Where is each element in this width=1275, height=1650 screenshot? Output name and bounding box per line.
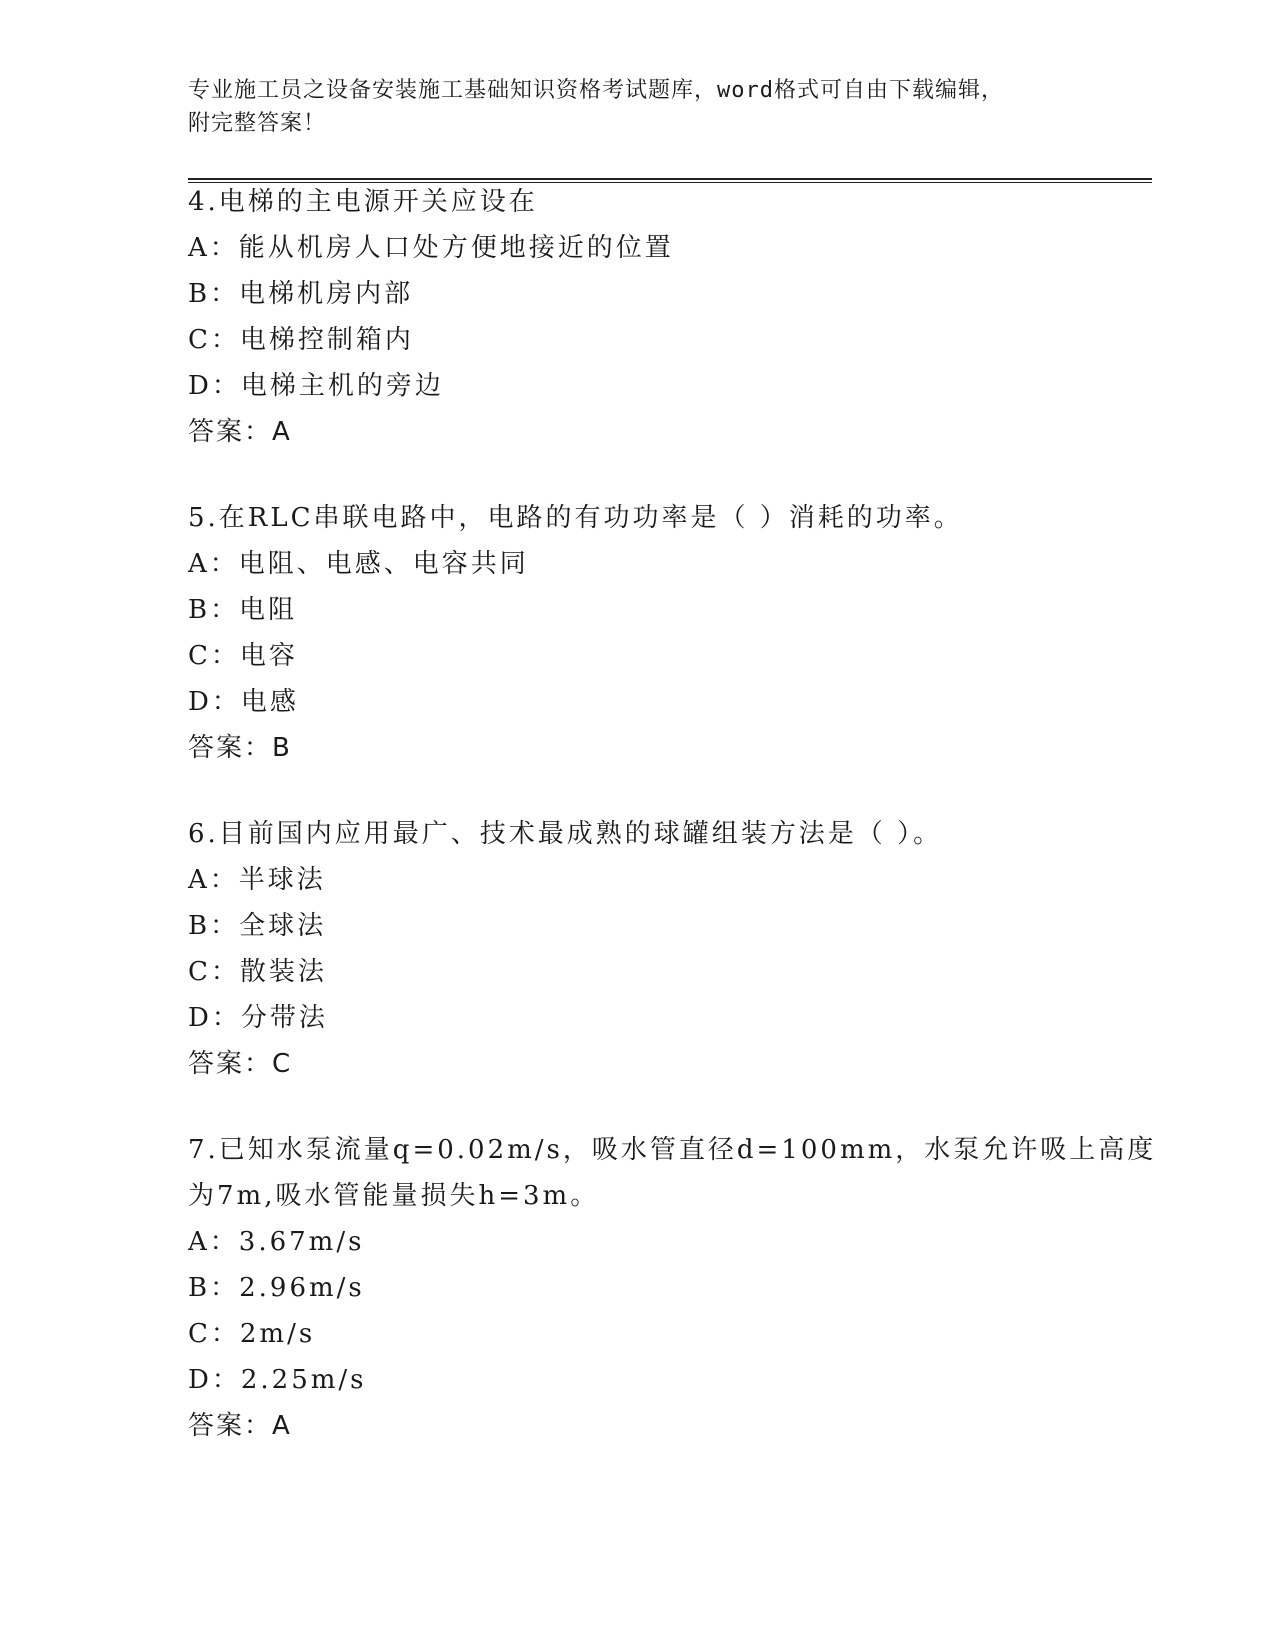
option-d: D：电梯主机的旁边	[188, 371, 444, 401]
question-stem: 6.目前国内应用最广、技术最成熟的球罐组装方法是（ ）。	[188, 819, 943, 849]
option-c: C：电容	[188, 641, 298, 671]
option-a: A：半球法	[188, 865, 326, 895]
answer-line: 答案：B	[188, 733, 292, 763]
answer-line: 答案：C	[188, 1049, 293, 1079]
question-4	[188, 179, 1088, 455]
document-header	[188, 74, 1068, 140]
question-5	[188, 495, 1088, 771]
question-6	[188, 811, 1088, 1087]
option-b: B：全球法	[188, 911, 327, 941]
question-stem: 4.电梯的主电源开关应设在	[188, 187, 538, 217]
answer-line: 答案：A	[188, 1411, 292, 1441]
question-stem: 5.在RLC串联电路中，电路的有功功率是（ ）消耗的功率。	[188, 503, 963, 533]
option-c: C：2m/s	[188, 1319, 316, 1349]
header-line-1: 专业施工员之设备安装施工基础知识资格考试题库，word格式可自由下载编辑，	[188, 78, 1004, 103]
option-a: A：3.67m/s	[188, 1227, 365, 1257]
question-stem-line-2: 为7m,吸水管能量损失h=3m。	[188, 1181, 600, 1211]
question-stem-line-1: 7.已知水泵流量q=0.02m/s，吸水管直径d=100mm，水泵允许吸上高度	[188, 1135, 1157, 1165]
option-b: B：电梯机房内部	[188, 279, 414, 309]
option-a: A：电阻、电感、电容共同	[188, 549, 529, 579]
question-7	[188, 1127, 1157, 1449]
option-c: C：散装法	[188, 957, 327, 987]
option-b: B：电阻	[188, 595, 298, 625]
answer-line: 答案：A	[188, 417, 292, 447]
option-a: A：能从机房人口处方便地接近的位置	[188, 233, 674, 263]
option-b: B：2.96m/s	[188, 1273, 365, 1303]
option-d: D：电感	[188, 687, 299, 717]
header-line-2: 附完整答案！	[188, 111, 327, 136]
option-d: D：分带法	[188, 1003, 328, 1033]
option-d: D：2.25m/s	[188, 1365, 367, 1395]
option-c: C：电梯控制箱内	[188, 325, 414, 355]
